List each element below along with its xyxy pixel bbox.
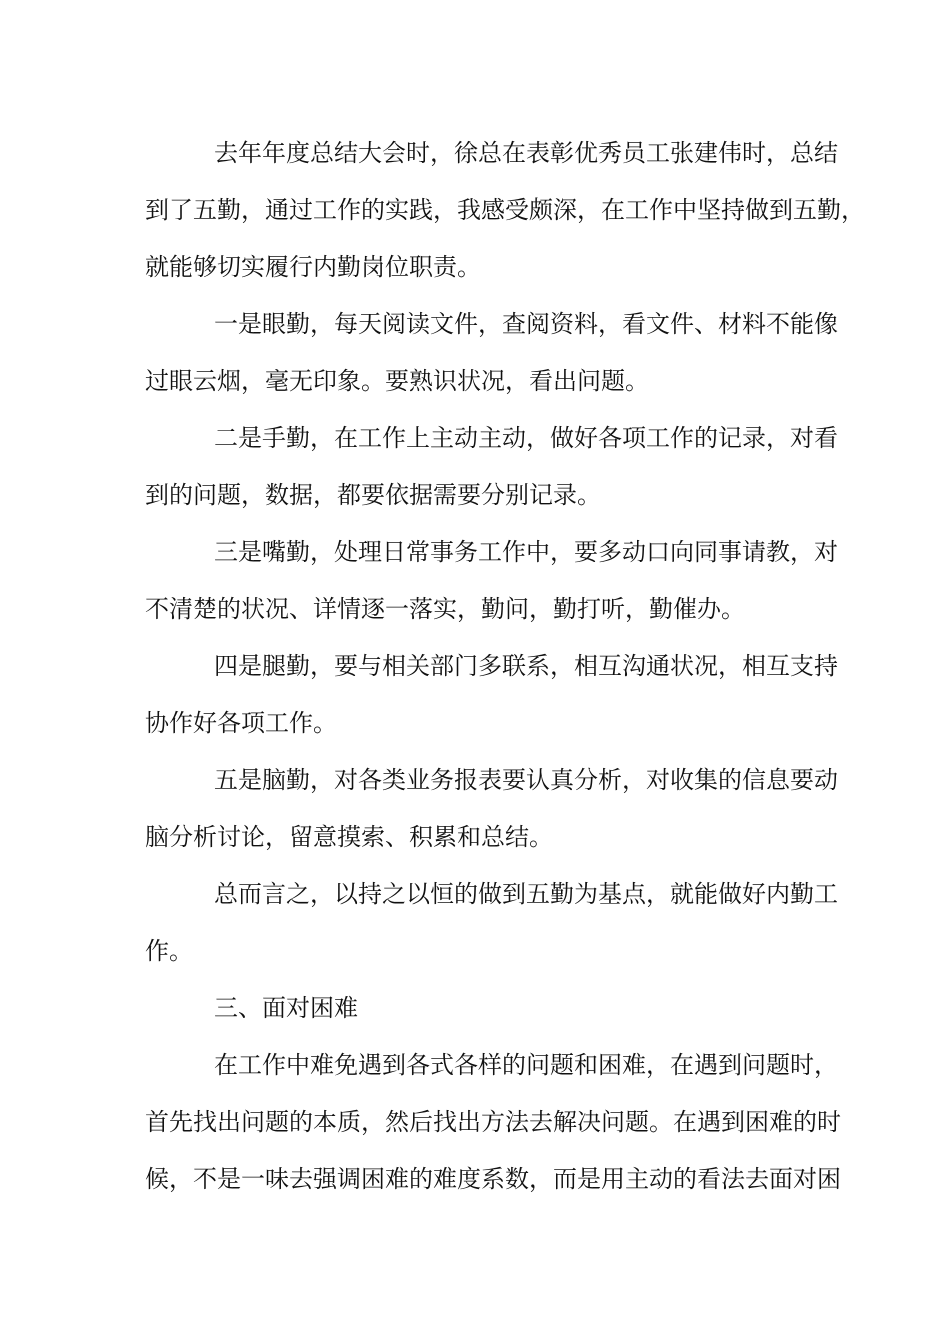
text-line: 候，不是一味去强调困难的难度系数，而是用主动的看法去面对困	[145, 1165, 841, 1193]
text-line: 到了五勤，通过工作的实践，我感受颇深，在工作中坚持做到五勤，	[145, 196, 865, 224]
text-line: 二是手勤，在工作上主动主动，做好各项工作的记录，对看	[214, 424, 838, 452]
text-line: 总而言之，以持之以恒的做到五勤为基点，就能做好内勤工	[214, 880, 838, 908]
text-line: 一是眼勤，每天阅读文件，查阅资料，看文件、材料不能像	[214, 310, 838, 338]
text-line: 五是脑勤，对各类业务报表要认真分析，对收集的信息要动	[214, 766, 838, 794]
text-line: 脑分析讨论，留意摸索、积累和总结。	[145, 823, 553, 851]
section-heading: 三、面对困难	[214, 994, 358, 1022]
text-line: 作。	[145, 937, 193, 965]
text-line: 就能够切实履行内勤岗位职责。	[145, 253, 481, 281]
text-line: 到的问题，数据，都要依据需要分别记录。	[145, 481, 601, 509]
text-line: 不清楚的状况、详情逐一落实，勤问，勤打听，勤催办。	[145, 595, 745, 623]
text-line: 去年年度总结大会时，徐总在表彰优秀员工张建伟时，总结	[214, 139, 838, 167]
text-line: 过眼云烟，毫无印象。要熟识状况，看出问题。	[145, 367, 649, 395]
text-line: 四是腿勤，要与相关部门多联系，相互沟通状况，相互支持	[214, 652, 838, 680]
text-line: 三是嘴勤，处理日常事务工作中，要多动口向同事请教，对	[214, 538, 838, 566]
text-line: 首先找出问题的本质，然后找出方法去解决问题。在遇到困难的时	[145, 1108, 841, 1136]
text-line: 在工作中难免遇到各式各样的问题和困难，在遇到问题时，	[214, 1051, 838, 1079]
text-line: 协作好各项工作。	[145, 709, 337, 737]
